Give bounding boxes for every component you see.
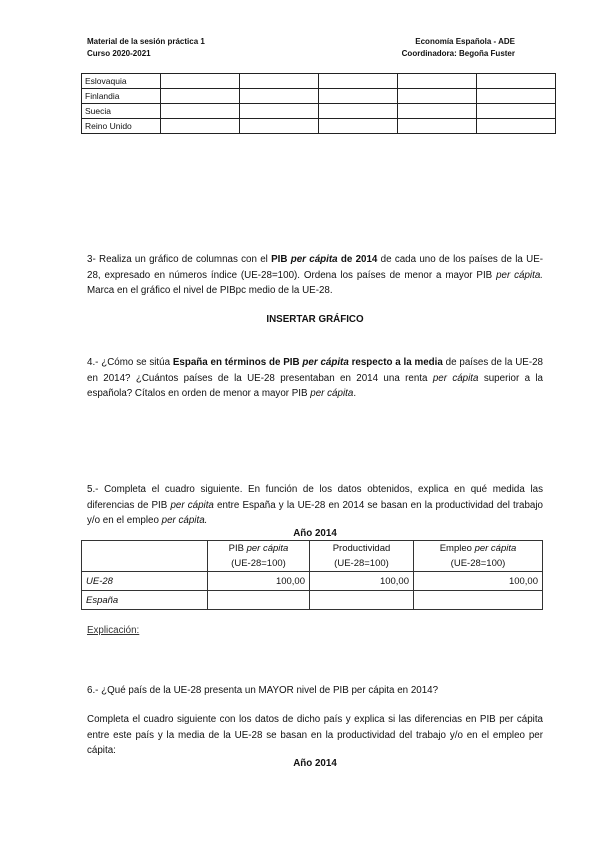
table-cell[interactable] — [398, 119, 477, 134]
row-label-espana: España — [82, 591, 208, 610]
q3-number: 3- — [87, 254, 96, 265]
q4-text: 4.- ¿Cómo se sitúa — [87, 357, 173, 368]
header-coordinator: Coordinadora: Begoña Fuster — [401, 49, 515, 58]
countries-table — [81, 73, 556, 134]
q3-bold-italic: per cápita — [290, 254, 338, 265]
q3-bold: de 2014 — [337, 254, 378, 265]
q4-bold-italic: per cápita — [302, 357, 349, 368]
col-header-sub: (UE-28=100) — [231, 558, 286, 569]
q4-bold: España en términos de PIB — [172, 357, 303, 368]
value-empleo-espana[interactable] — [414, 591, 543, 610]
question-3 — [87, 252, 543, 299]
q4-italic: per cápita — [310, 388, 354, 399]
table-cell[interactable] — [161, 119, 240, 134]
value-pib-ue28: 100,00 — [208, 572, 310, 591]
table-cell[interactable] — [240, 104, 319, 119]
q5-italic: per cápita — [170, 499, 214, 511]
q3-text: Marca en el gráfico el nivel de PIBpc medio de la UE-28. — [87, 285, 333, 296]
q4-bold: respecto a la media — [348, 357, 443, 368]
col-header-italic: per cápita — [474, 543, 517, 554]
q3-text: Realiza un gráfico de columnas con el — [95, 254, 272, 265]
value-pib-espana[interactable] — [208, 591, 310, 610]
value-productividad-espana[interactable] — [310, 591, 414, 610]
column-header-empleo — [414, 541, 543, 572]
q4-text: superior a la española? Cítalos en orden de menor a mayor PIB — [87, 372, 543, 399]
table-corner-cell — [82, 541, 208, 572]
q6-year-title: Año 2014 — [293, 758, 337, 769]
table-row — [82, 591, 543, 610]
question-5 — [87, 482, 543, 529]
col-header-text: Empleo — [439, 543, 475, 554]
table-cell[interactable] — [319, 104, 398, 119]
table-cell[interactable] — [240, 89, 319, 104]
col-header-sub: (UE-28=100) — [334, 558, 389, 569]
q5-year-title: Año 2014 — [293, 528, 337, 539]
table-row — [82, 104, 556, 119]
q3-bold: PIB — [271, 254, 291, 265]
header-right — [402, 36, 515, 60]
table-cell[interactable] — [319, 119, 398, 134]
col-header-text: PIB — [228, 543, 247, 554]
table-cell[interactable] — [161, 89, 240, 104]
question-6-paragraph: Completa el cuadro siguiente con los datos de dicho país y explica si las diferencias en PIB per cápita entre este país y la media de la UE-28 se basan en la productividad del trabajo y/o en el empleo per cápita: — [87, 714, 543, 756]
explicacion-label: Explicación: — [87, 625, 140, 636]
table-cell[interactable] — [477, 74, 556, 89]
q3-text: de cada uno de los países de la UE-28, expresado en números índice (UE-28=100). Ordena los países de menor a mayor PIB — [87, 254, 544, 281]
table-row — [82, 572, 543, 591]
table-row — [82, 119, 556, 134]
data-table — [81, 540, 543, 610]
column-header-pib — [208, 541, 310, 572]
question-4 — [87, 355, 543, 402]
q5-text: entre España y la UE-28 en 2014 se basan en la productividad del trabajo y/o en el empleo — [87, 499, 544, 526]
table-header-row — [82, 541, 543, 572]
q4-italic: per cápita — [432, 372, 479, 384]
table-cell[interactable] — [161, 74, 240, 89]
table-cell[interactable] — [477, 89, 556, 104]
q4-text: . — [353, 388, 357, 399]
table-cell[interactable] — [319, 89, 398, 104]
q5-text: 5.- Completa el cuadro siguiente. En función de los datos obtenidos, explica en qué medida las diferencias de PIB — [87, 484, 543, 511]
table-cell[interactable] — [240, 119, 319, 134]
table-cell[interactable] — [398, 74, 477, 89]
header-course: Curso 2020-2021 — [87, 49, 151, 58]
q5-italic: per cápita. — [161, 515, 208, 526]
table-cell[interactable] — [398, 104, 477, 119]
table-cell[interactable] — [161, 104, 240, 119]
header-subject: Economía Española - ADE — [415, 37, 515, 46]
table-row — [82, 74, 556, 89]
col-header-text: Productividad — [332, 543, 391, 554]
insert-chart-title: INSERTAR GRÁFICO — [266, 314, 364, 325]
q4-text: de países de la UE-28 en 2014? ¿Cuántos países de la UE-28 presentaban en 2014 una renta — [87, 357, 543, 384]
country-name: Suecia — [82, 104, 161, 119]
table-cell[interactable] — [319, 74, 398, 89]
header-material: Material de la sesión práctica 1 — [87, 37, 205, 46]
country-name: Finlandia — [82, 89, 161, 104]
question-6-line: 6.- ¿Qué país de la UE-28 presenta un MAYOR nivel de PIB per cápita en 2014? — [87, 685, 439, 696]
header-left — [87, 36, 205, 60]
table-cell[interactable] — [240, 74, 319, 89]
value-empleo-ue28: 100,00 — [414, 572, 543, 591]
table-cell[interactable] — [398, 89, 477, 104]
col-header-italic: per cápita — [246, 543, 289, 554]
q3-italic: per cápita. — [496, 269, 543, 281]
row-label-ue28: UE-28 — [82, 572, 208, 591]
column-header-productividad — [310, 541, 414, 572]
value-productividad-ue28: 100,00 — [310, 572, 414, 591]
table-cell[interactable] — [477, 104, 556, 119]
col-header-sub: (UE-28=100) — [450, 558, 506, 569]
country-name: Eslovaquia — [82, 74, 161, 89]
table-row — [82, 89, 556, 104]
table-cell[interactable] — [477, 119, 556, 134]
country-name: Reino Unido — [82, 119, 161, 134]
